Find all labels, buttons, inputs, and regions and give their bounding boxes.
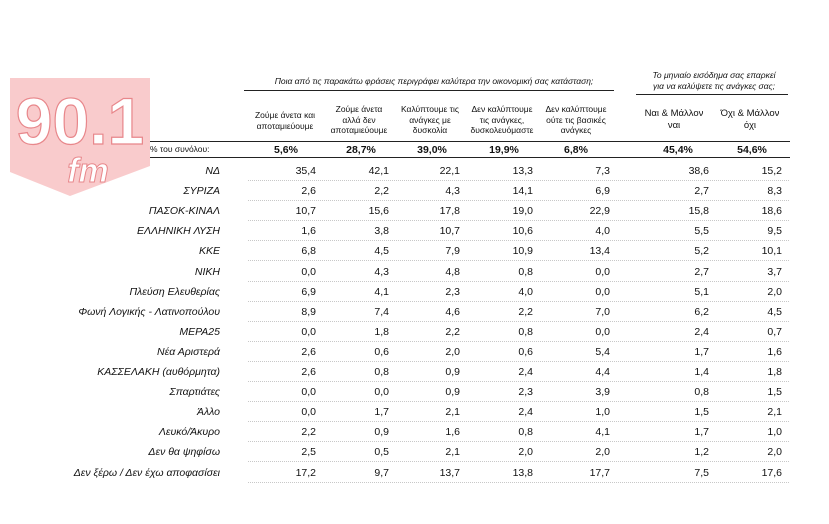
col-header-2-line-2: αλλά δεν: [342, 114, 376, 125]
row-value: 5,4: [595, 345, 610, 358]
total-label: % του συνόλου:: [150, 144, 210, 154]
row-value: 1,5: [694, 406, 709, 419]
total-bottom-border: [150, 157, 790, 158]
row-value: 2,5: [301, 446, 316, 459]
row-value: 5,1: [694, 285, 709, 298]
row-value: 0,8: [518, 426, 533, 439]
table-row: [0, 282, 829, 302]
row-value: 2,0: [595, 446, 610, 459]
row-label: ΝΔ: [205, 165, 220, 177]
row-value: 0,0: [301, 386, 316, 399]
row-value: 3,9: [595, 386, 610, 399]
row-value: 0,0: [595, 265, 610, 278]
row-value: 0,0: [301, 406, 316, 419]
row-value: 0,7: [767, 325, 782, 338]
col-header-5-line-1: Δεν καλύπτουμε: [545, 104, 607, 114]
col-header-3-line-3: δυσκολία: [412, 125, 448, 135]
table-row: [0, 262, 829, 282]
col-header-1: [246, 110, 324, 131]
row-value: 17,7: [589, 466, 610, 479]
col-header-2: [320, 104, 398, 136]
col-header-4-line-2: τις ανάγκες,: [479, 114, 525, 125]
row-value: 35,4: [295, 165, 316, 177]
row-label: Λευκό/Άκυρο: [158, 426, 220, 439]
table-row: [0, 241, 829, 261]
row-value: 10,9: [512, 245, 533, 258]
row-value: 2,7: [694, 265, 709, 278]
question-right-line-2: για να καλύψετε τις ανάγκες σας;: [652, 81, 776, 91]
row-value: 42,1: [368, 165, 389, 177]
row-label: Πλεύση Ελευθερίας: [129, 285, 220, 298]
col-header-2-line-3: αποταμιεύουμε: [330, 125, 388, 135]
col-header-4-line-3: δυσκολευόμαστε: [470, 125, 534, 135]
row-value: 0,0: [595, 325, 610, 338]
row-label: Νέα Αριστερά: [157, 345, 220, 358]
row-value: 18,6: [761, 205, 782, 218]
row-value: 2,2: [301, 426, 316, 439]
row-value: 7,5: [694, 466, 709, 479]
question-right-line-1: Το μηνιαίο εισόδημα σας επαρκεί: [652, 70, 776, 80]
total-value-4: 19,9%: [489, 144, 519, 156]
col-header-4: [463, 104, 541, 136]
row-value: 2,0: [518, 446, 533, 459]
row-label: Δεν θα ψηφίσω: [148, 446, 220, 459]
col-header-3-line-1: Καλύπτουμε τις: [400, 104, 460, 114]
table-row: [0, 362, 829, 382]
row-value: 19,0: [512, 205, 533, 218]
row-value: 0,0: [595, 285, 610, 298]
total-value-2: 28,7%: [346, 144, 376, 156]
row-value: 4,3: [445, 185, 460, 198]
row-value: 3,7: [767, 265, 782, 278]
row-value: 2,2: [374, 185, 389, 198]
row-value: 0,9: [445, 366, 460, 378]
question-left-underline: [244, 90, 614, 91]
table-row: [0, 402, 829, 422]
row-value: 0,6: [374, 345, 389, 358]
row-value: 1,8: [767, 366, 782, 378]
row-value: 4,1: [595, 426, 610, 439]
row-label: ΜΕΡΑ25: [179, 325, 220, 338]
table-row: [0, 181, 829, 201]
row-value: 1,0: [595, 406, 610, 419]
row-value: 1,7: [374, 406, 389, 419]
row-value: 7,3: [595, 165, 610, 177]
row-value: 8,9: [301, 305, 316, 318]
row-value: 0,8: [518, 325, 533, 338]
row-value: 6,2: [694, 305, 709, 318]
row-value: 10,1: [761, 245, 782, 258]
row-label: Φωνή Λογικής - Λατινοπούλου: [78, 305, 220, 318]
row-label: Σπαρτιάτες: [169, 386, 220, 399]
total-value-6: 45,4%: [663, 144, 693, 156]
logo-main-text: 90.1: [15, 84, 145, 158]
col-header-2-line-1: Ζούμε άνετα: [335, 104, 383, 114]
table-row: [0, 221, 829, 241]
row-value: 7,4: [374, 305, 389, 318]
row-label: ΚΚΕ: [198, 245, 220, 258]
row-value: 0,8: [374, 366, 389, 378]
row-value: 10,6: [512, 225, 533, 238]
row-value: 1,5: [767, 386, 782, 399]
row-value: 13,4: [589, 245, 610, 258]
row-value: 15,6: [368, 205, 389, 218]
row-value: 1,2: [694, 446, 709, 459]
row-label: Άλλο: [196, 406, 220, 419]
row-label: ΕΛΛΗΝΙΚΗ ΛΥΣΗ: [137, 225, 220, 238]
row-value: 2,3: [518, 386, 533, 399]
row-value: 4,5: [767, 305, 782, 318]
col-header-3: [391, 104, 469, 136]
question-right: [636, 70, 792, 92]
row-value: 13,7: [439, 466, 460, 479]
row-label: ΚΑΣΣΕΛΑΚΗ (αυθόρμητα): [97, 366, 220, 378]
col-header-1-line-1: Ζούμε άνετα και: [254, 110, 316, 120]
row-value: 4,0: [595, 225, 610, 238]
col-header-7-line-2: όχι: [743, 120, 757, 131]
total-value-1: 5,6%: [274, 144, 298, 156]
table-row: [0, 322, 829, 342]
question-right-underline: [636, 94, 788, 95]
row-value: 13,8: [512, 466, 533, 479]
row-value: 2,2: [518, 305, 533, 318]
col-header-3-line-2: ανάγκες με: [409, 114, 451, 125]
row-separator: [248, 482, 789, 483]
total-value-7: 54,6%: [737, 144, 767, 156]
col-header-1-line-2: αποταμιεύουμε: [256, 120, 314, 131]
row-value: 17,2: [295, 466, 316, 479]
row-value: 0,0: [301, 265, 316, 278]
table-row: [0, 422, 829, 442]
row-value: 2,3: [445, 285, 460, 298]
row-value: 10,7: [295, 205, 316, 218]
row-value: 2,4: [518, 406, 533, 419]
row-value: 5,5: [694, 225, 709, 238]
col-header-5-line-3: ανάγκες: [560, 125, 592, 135]
col-header-5-line-2: ούτε τις βασικές: [546, 114, 606, 125]
logo-sub-text: fm: [67, 152, 109, 190]
row-value: 0,0: [374, 386, 389, 399]
row-value: 2,6: [301, 345, 316, 358]
row-value: 2,6: [301, 366, 316, 378]
row-value: 4,4: [595, 366, 610, 378]
row-value: 14,1: [512, 185, 533, 198]
total-value-3: 39,0%: [417, 144, 447, 156]
row-value: 10,7: [439, 225, 460, 238]
row-value: 1,6: [301, 225, 316, 238]
table-row: [0, 382, 829, 402]
row-value: 15,8: [688, 205, 709, 218]
row-label: ΣΥΡΙΖΑ: [183, 185, 220, 198]
row-value: 2,0: [767, 285, 782, 298]
row-value: 9,7: [374, 466, 389, 479]
row-value: 4,6: [445, 305, 460, 318]
row-label: ΠΑΣΟΚ-ΚΙΝΑΛ: [148, 205, 220, 218]
row-value: 2,1: [445, 406, 460, 419]
row-value: 2,4: [518, 366, 533, 378]
row-value: 4,8: [445, 265, 460, 278]
col-header-6-line-2: ναι: [667, 120, 681, 131]
row-value: 0,0: [301, 325, 316, 338]
row-value: 6,8: [301, 245, 316, 258]
row-value: 1,8: [374, 325, 389, 338]
total-value-5: 6,8%: [564, 144, 588, 156]
question-left: Ποια από τις παρακάτω φράσεις περιγράφει καλύτερα την οικονομική σας κατάσταση;: [274, 76, 594, 86]
row-value: 4,5: [374, 245, 389, 258]
table-row: [0, 161, 829, 181]
row-value: 13,3: [512, 165, 533, 177]
row-value: 0,8: [518, 265, 533, 278]
row-label: Δεν ξέρω / Δεν έχω αποφασίσει: [73, 466, 220, 479]
col-header-7: [712, 108, 788, 132]
row-value: 15,2: [761, 165, 782, 177]
col-header-7-line-1: Όχι & Μάλλον: [720, 108, 780, 119]
row-value: 4,3: [374, 265, 389, 278]
row-value: 2,4: [694, 325, 709, 338]
row-value: 1,6: [445, 426, 460, 439]
row-value: 0,9: [374, 426, 389, 439]
row-value: 17,6: [761, 466, 782, 479]
row-value: 2,1: [445, 446, 460, 459]
row-value: 6,9: [595, 185, 610, 198]
row-value: 1,6: [767, 345, 782, 358]
row-value: 2,0: [445, 345, 460, 358]
row-value: 1,4: [694, 366, 709, 378]
row-value: 38,6: [688, 165, 709, 177]
row-value: 3,8: [374, 225, 389, 238]
col-header-6: [636, 108, 712, 132]
table-row: [0, 342, 829, 362]
row-value: 22,1: [439, 165, 460, 177]
row-value: 17,8: [439, 205, 460, 218]
row-value: 7,9: [445, 245, 460, 258]
row-value: 8,3: [767, 185, 782, 198]
row-value: 1,7: [694, 345, 709, 358]
table-row: [0, 442, 829, 462]
row-value: 5,2: [694, 245, 709, 258]
row-value: 9,5: [767, 225, 782, 238]
row-value: 4,1: [374, 285, 389, 298]
row-value: 2,2: [445, 325, 460, 338]
row-value: 1,0: [767, 426, 782, 439]
total-top-border: [150, 141, 790, 142]
row-value: 0,5: [374, 446, 389, 459]
table-row: [0, 201, 829, 221]
row-value: 2,0: [767, 446, 782, 459]
row-value: 1,7: [694, 426, 709, 439]
row-value: 4,0: [518, 285, 533, 298]
table-row: [0, 302, 829, 322]
row-value: 2,6: [301, 185, 316, 198]
row-value: 2,1: [767, 406, 782, 419]
row-label: ΝΙΚΗ: [194, 265, 220, 278]
row-value: 6,9: [301, 285, 316, 298]
row-value: 2,7: [694, 185, 709, 198]
row-value: 22,9: [589, 205, 610, 218]
col-header-5: [537, 104, 615, 136]
row-value: 0,6: [518, 345, 533, 358]
col-header-6-line-1: Ναι & Μάλλον: [644, 108, 704, 119]
row-value: 7,0: [595, 305, 610, 318]
table-row: [0, 463, 829, 483]
col-header-4-line-1: Δεν καλύπτουμε: [471, 104, 533, 114]
row-value: 0,9: [445, 386, 460, 399]
row-value: 0,8: [694, 386, 709, 399]
